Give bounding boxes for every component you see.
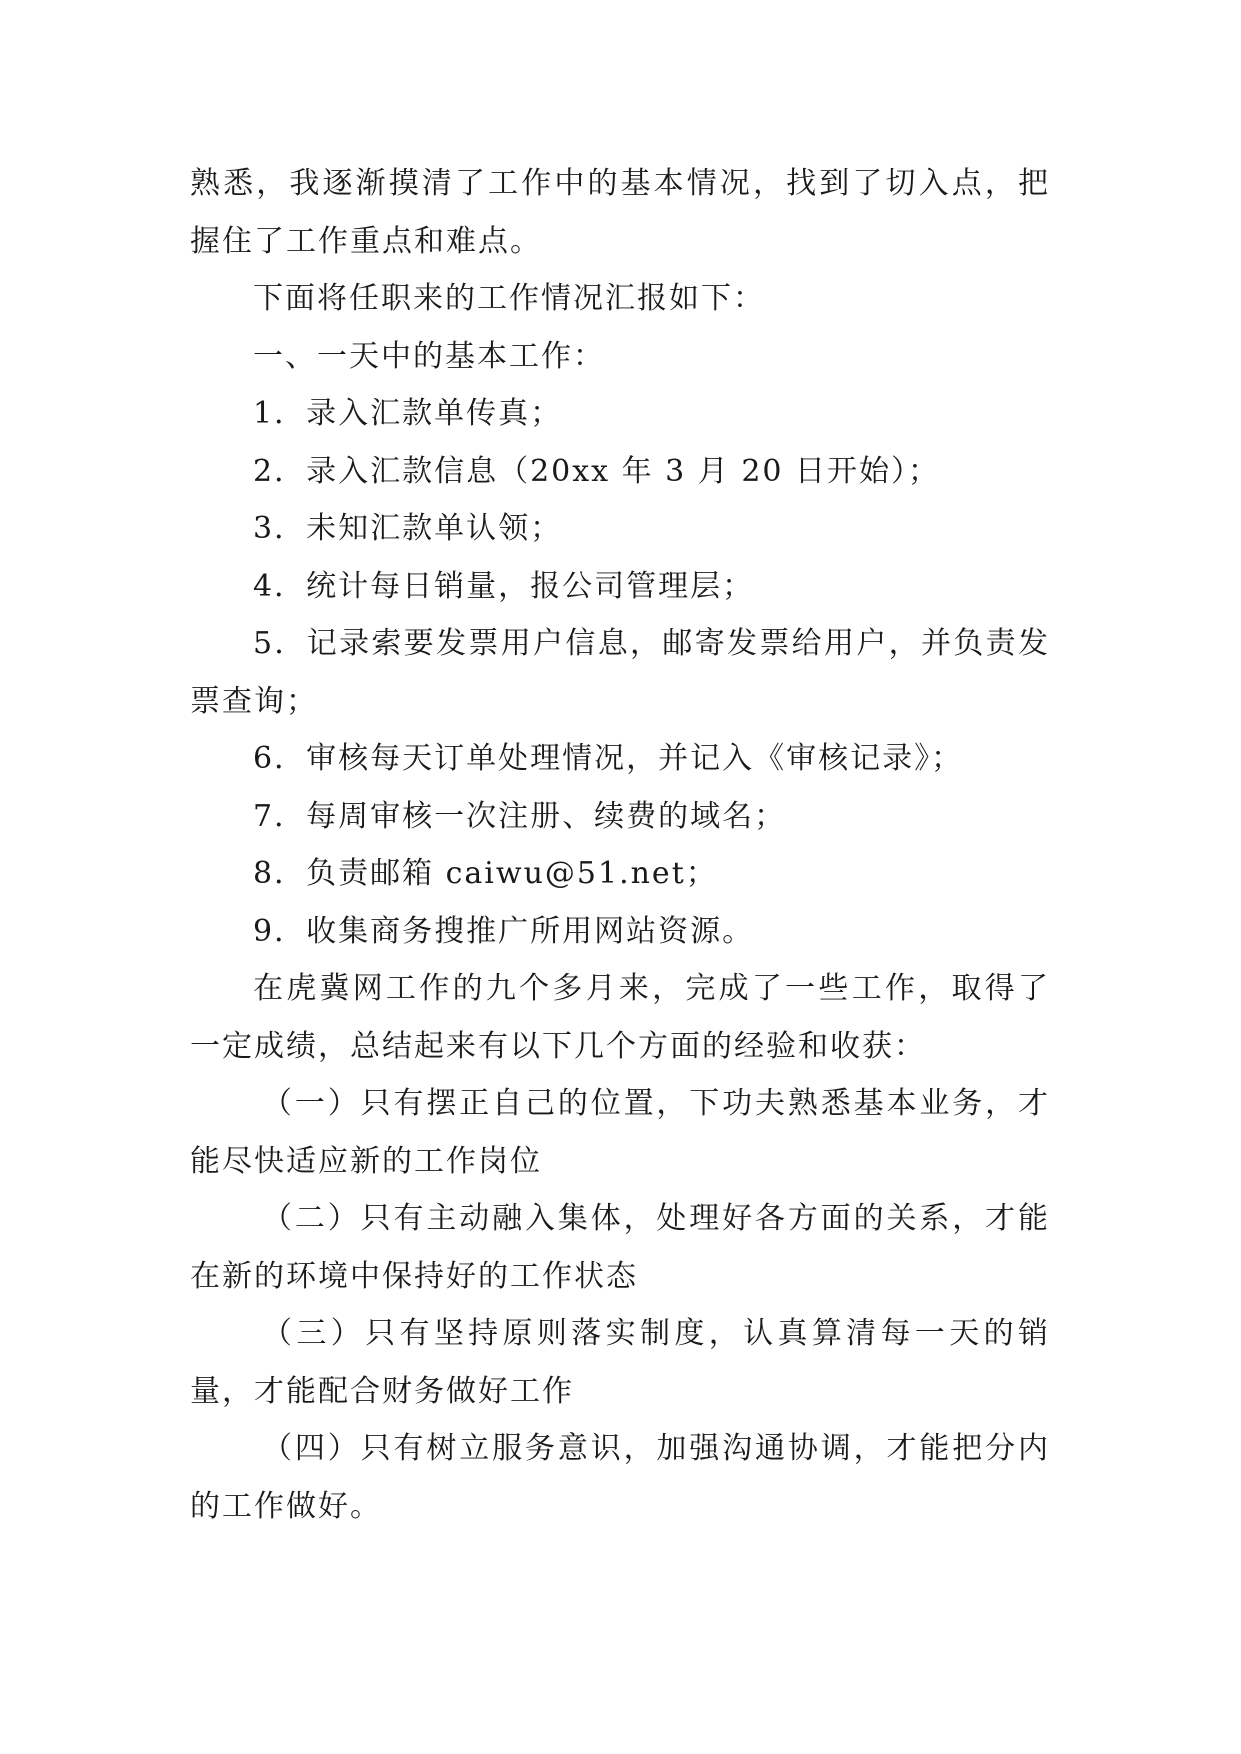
list-item: 6．审核每天订单处理情况，并记入《审核记录》； [253,741,964,776]
list-item: 8．负责邮箱 caiwu@51.net； [253,856,718,891]
list-item: 5．记录索要发票用户信息，邮寄发票给用户，并负责发票查询； [190,626,1050,719]
document-body [190,155,1050,1535]
list-item: 7．每周审核一次注册、续费的域名； [253,798,787,834]
experience-item: （二）只有主动融入集体，处理好各方面的关系，才能在新的环境中保持好的工作状态 [190,1201,1050,1294]
experience-item: （四）只有树立服务意识，加强沟通协调，才能把分内的工作做好。 [190,1431,1050,1524]
list-item: 2．录入汇款信息（20xx 年 3 月 20 日开始）； [253,453,941,489]
paragraph-summary: 在虎冀网工作的九个多月来，完成了一些工作，取得了一定成绩，总结起来有以下几个方面的经验和收获： [190,971,1050,1064]
list-item: 1．录入汇款单传真； [253,396,563,431]
paragraph-intro: 下面将任职来的工作情况汇报如下： [253,281,765,316]
list-item: 4．统计每日销量，报公司管理层； [253,568,755,604]
section-heading: 一、一天中的基本工作： [253,338,605,374]
experience-item: （一）只有摆正自己的位置，下功夫熟悉基本业务，才能尽快适应新的工作岗位 [190,1086,1050,1179]
experience-item: （三）只有坚持原则落实制度，认真算清每一天的销量，才能配合财务做好工作 [190,1316,1050,1409]
list-item: 3．未知汇款单认领； [253,511,563,546]
list-item: 9．收集商务搜推广所用网站资源。 [253,913,755,949]
paragraph-continuation: 熟悉，我逐渐摸清了工作中的基本情况，找到了切入点，把握住了工作重点和难点。 [190,166,1050,259]
